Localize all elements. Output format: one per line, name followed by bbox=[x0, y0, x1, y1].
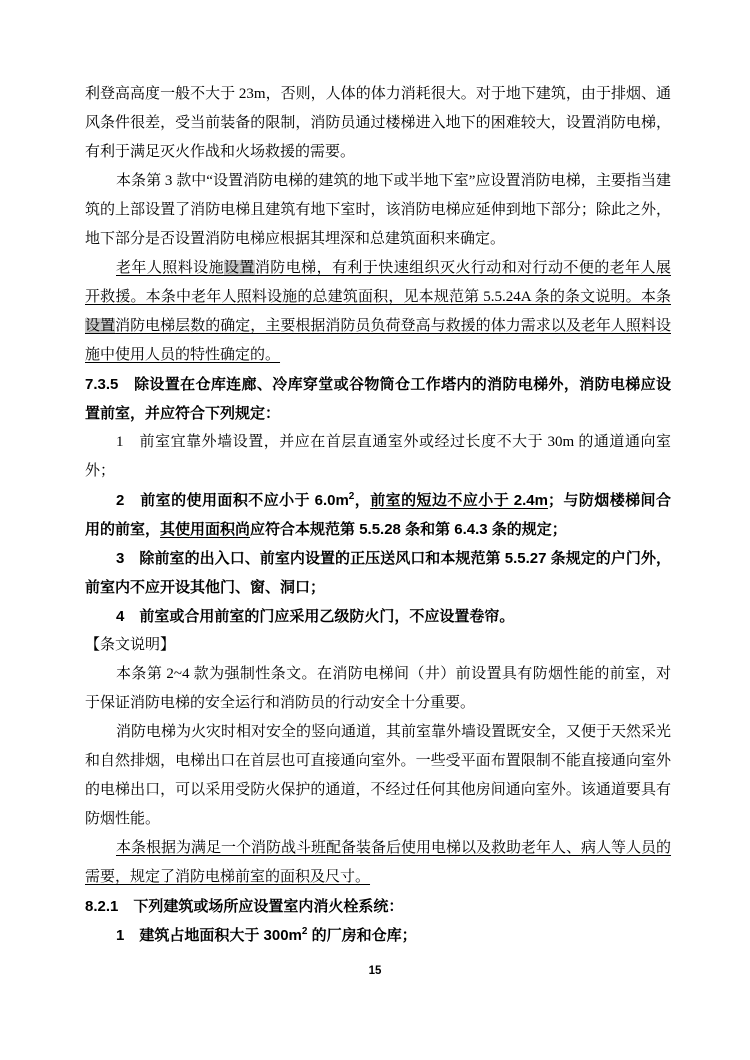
text-run: 本条第 2~4 款为强制性条文。在消防电梯间（井）前设置具有防烟性能的前室，对于保证消防电梯的安全运行和消防员的行动安全十分重要。 bbox=[85, 666, 671, 711]
list-item-1-front-room-location bbox=[85, 428, 671, 486]
list-item-3-front-room-openings bbox=[85, 544, 671, 602]
text-run: 消防电梯，有利于快速组织灭火行动和对行动不便的老年人展开救援。本条中老年人照料设施的总建筑面积，见本规范第 5.5.24A 条的条文说明。本条 bbox=[85, 260, 671, 305]
paragraph-continuation-climb-height bbox=[85, 80, 671, 167]
text-run: 应符合本规范第 5.5.28 条和第 6.4.3 条的规定； bbox=[250, 521, 567, 538]
heading-clause-7-3-5 bbox=[85, 370, 671, 428]
label-clause-explanation bbox=[85, 631, 671, 660]
text-run: 消防电梯层数的确定，主要根据消防员负荷登高与救援的体力需求以及老年人照料设施中使用人员的特性确定的。 bbox=[85, 318, 671, 363]
text-run: 利登高高度一般不大于 23m，否则，人体的体力消耗很大。对于地下建筑，由于排烟、通风条件很差，受当前装备的限制，消防员通过楼梯进入地下的困难较大，设置消防电梯，有利于满足灭火作战和火场救援的需要。 bbox=[85, 86, 671, 160]
text-run: 4 前室或合用前室的门应采用乙级防火门，不应设置卷帘。 bbox=[116, 608, 515, 625]
text-run: ；与防烟楼梯间合用的前室， bbox=[85, 492, 671, 538]
document-page bbox=[85, 80, 671, 950]
text-run: 2 bbox=[348, 491, 355, 502]
text-run: 的厂房和仓库； bbox=[307, 927, 417, 944]
list-item-4-fire-door bbox=[85, 602, 671, 631]
text-run: 8.2.1 下列建筑或场所应设置室内消火栓系统： bbox=[85, 898, 404, 915]
text-run: 本条根据为满足一个消防战斗班配备装备后使用电梯以及救助老年人、病人等人员的需要，规定了消防电梯前室的面积及尺寸。 bbox=[85, 840, 672, 885]
page-number: 15 bbox=[368, 965, 382, 977]
list-item-2-front-room-area bbox=[85, 486, 671, 544]
text-run: 7.3.5 除设置在仓库连廊、冷库穿堂或谷物筒仓工作塔内的消防电梯外，消防电梯应设置前室，并应符合下列规定： bbox=[85, 376, 671, 422]
list-item-1-hydrant-factories bbox=[85, 921, 671, 950]
text-run: 3 除前室的出入口、前室内设置的正压送风口和本规范第 5.5.27 条规定的户门外，前室内不应开设其他门、窗、洞口； bbox=[85, 550, 671, 596]
text-run: 2 bbox=[301, 926, 308, 937]
text-run: 1 前室宜靠外墙设置，并应在首层直通室外或经过长度不大于 30m 的通道通向室外； bbox=[85, 434, 671, 479]
text-run: 老年人照料设施 bbox=[116, 260, 224, 276]
text-run: 设置 bbox=[85, 318, 116, 334]
paragraph-elderly-care-facilities bbox=[85, 254, 671, 370]
text-run: ， bbox=[354, 492, 371, 509]
text-run: 【条文说明】 bbox=[85, 637, 176, 653]
text-run: 本条第 3 款中“设置消防电梯的建筑的地下或半地下室”应设置消防电梯，主要指当建筑的上部设置了消防电梯且建筑有地下室时，该消防电梯应延伸到地下部分；除此之外，地下部分是否设置消防电梯应根据其埋深和总建筑面积来确定。 bbox=[85, 173, 671, 247]
paragraph-area-dimension-basis bbox=[85, 834, 671, 892]
text-run: 1 建筑占地面积大于 300m bbox=[116, 927, 302, 944]
text-run: 前室的短边不应小于 2.4m bbox=[370, 492, 548, 509]
paragraph-clause3-explanation bbox=[85, 167, 671, 254]
text-run: 其使用面积尚 bbox=[160, 521, 251, 538]
text-run: 2 前室的使用面积不应小于 6.0m bbox=[116, 492, 349, 509]
text-run: 消防电梯为火灾时相对安全的竖向通道，其前室靠外墙设置既安全，又便于天然采光和自然排烟，电梯出口在首层也可直接通向室外。一些受平面布置限制不能直接通向室外的电梯出口，可以采用受防火保护的通道，不经过任何其他房间通向室外。该通道要具有防烟性能。 bbox=[85, 724, 672, 827]
text-run: 设置 bbox=[224, 260, 255, 276]
paragraph-vertical-passage bbox=[85, 718, 671, 834]
heading-clause-8-2-1 bbox=[85, 892, 671, 921]
paragraph-mandatory-provisions bbox=[85, 660, 671, 718]
